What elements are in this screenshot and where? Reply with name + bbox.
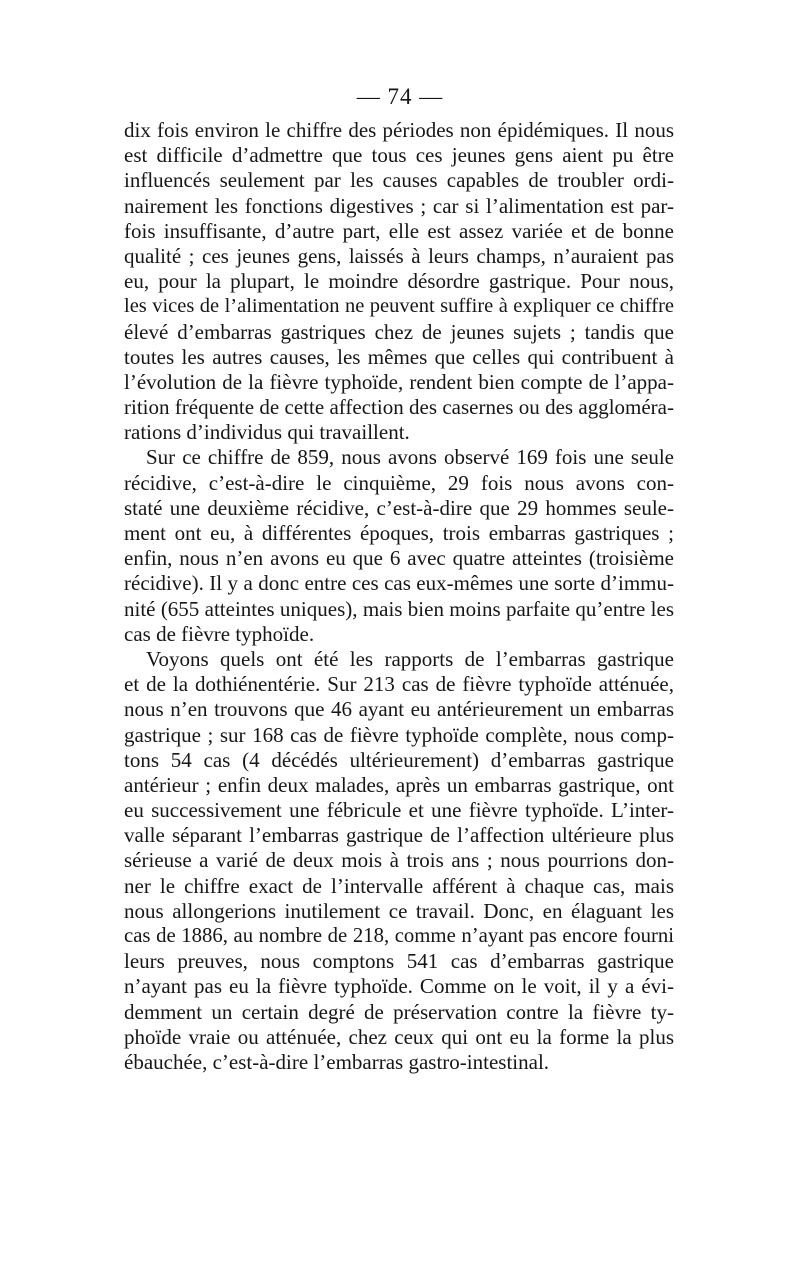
text-line: n’ayant pas eu la fièvre typhoïde. Comme on le voit, il y a évi- xyxy=(124,974,674,999)
text-line: enfin, nous n’en avons eu que 6 avec quatre atteintes (troisième xyxy=(124,546,674,571)
text-line: l’évolution de la fièvre typhoïde, rendent bien compte de l’appa- xyxy=(124,369,674,394)
text-line: antérieur ; enfin deux malades, après un embarras gastrique, ont xyxy=(124,772,674,797)
text-line: valle séparant l’embarras gastrique de l’affection ultérieure plus xyxy=(124,823,674,848)
text-line: qualité ; ces jeunes gens, laissés à leurs champs, n’auraient pas xyxy=(124,243,674,268)
text-line: rations d’individus qui travaillent. xyxy=(124,420,410,445)
text-line: les vices de l’alimentation ne peuvent suffire à expliquer ce chiffre xyxy=(124,295,674,318)
page-number: — 74 — xyxy=(356,84,444,109)
text-line: eu, pour la plupart, le moindre désordre gastrique. Pour nous, xyxy=(124,269,674,294)
text-line: phoïde vraie ou atténuée, chez ceux qui ont eu la forme la plus xyxy=(124,1024,674,1049)
text-line: eu successivement une fébricule et une fièvre typhoïde. L’inter- xyxy=(124,798,674,823)
text-line: sérieuse a varié de deux mois à trois ans ; nous pourrions don- xyxy=(124,848,674,873)
text-line: Voyons quels ont été les rapports de l’embarras gastrique xyxy=(146,646,674,671)
text-line: ébauchée, c’est-à-dire l’embarras gastro-intestinal. xyxy=(124,1049,550,1074)
text-line: rition fréquente de cette affection des casernes ou des aggloméra- xyxy=(124,395,674,420)
text-line: gastrique ; sur 168 cas de fièvre typhoïde complète, nous comp- xyxy=(124,722,674,747)
text-line: tons 54 cas (4 décédés ultérieurement) d’embarras gastrique xyxy=(124,747,674,772)
text-line: cas de fièvre typhoïde. xyxy=(124,621,315,646)
text-line: nous allongerions inutilement ce travail. Donc, en élaguant les xyxy=(124,898,674,923)
text-line: staté une deuxième récidive, c’est-à-dire que 29 hommes seule- xyxy=(124,495,674,520)
text-line: nous n’en trouvons que 46 ayant eu antérieurement un embarras xyxy=(124,697,674,722)
body-text xyxy=(124,118,674,1075)
text-line: influencés seulement par les causes capables de troubler ordi- xyxy=(124,168,674,193)
text-line: récidive). Il y a donc entre ces cas eux-mêmes une sorte d’immu- xyxy=(124,571,674,596)
text-line: ment ont eu, à différentes époques, trois embarras gastriques ; xyxy=(124,521,674,545)
text-line: récidive, c’est-à-dire le cinquième, 29 fois nous avons con- xyxy=(124,470,674,495)
text-line: demment un certain degré de préservation contre la fièvre ty- xyxy=(124,999,674,1024)
text-line: élevé d’embarras gastriques chez de jeunes sujets ; tandis que xyxy=(124,319,674,344)
text-line: Sur ce chiffre de 859, nous avons observé 169 fois une seule xyxy=(146,445,674,470)
text-line: et de la dothiénentérie. Sur 213 cas de fièvre typhoïde atténuée, xyxy=(124,672,674,697)
text-line: dix fois environ le chiffre des périodes non épidémiques. Il nous xyxy=(124,118,674,142)
text-line: toutes les autres causes, les mêmes que celles qui contribuent à xyxy=(124,344,674,369)
text-line: fois insuffisante, d’autre part, elle est assez variée et de bonne xyxy=(124,218,674,243)
text-line: cas de 1886, au nombre de 218, comme n’ayant pas encore fourni xyxy=(124,925,674,947)
text-line: leurs preuves, nous comptons 541 cas d’embarras gastrique xyxy=(124,949,674,974)
text-line: est difficile d’admettre que tous ces jeunes gens aient pu être xyxy=(124,143,674,168)
text-line: nairement les fonctions digestives ; car si l’alimentation est par- xyxy=(124,193,674,218)
text-line: ner le chiffre exact de l’intervalle afférent à chaque cas, mais xyxy=(124,873,674,898)
text-line: nité (655 atteintes uniques), mais bien moins parfaite qu’entre les xyxy=(124,596,674,621)
